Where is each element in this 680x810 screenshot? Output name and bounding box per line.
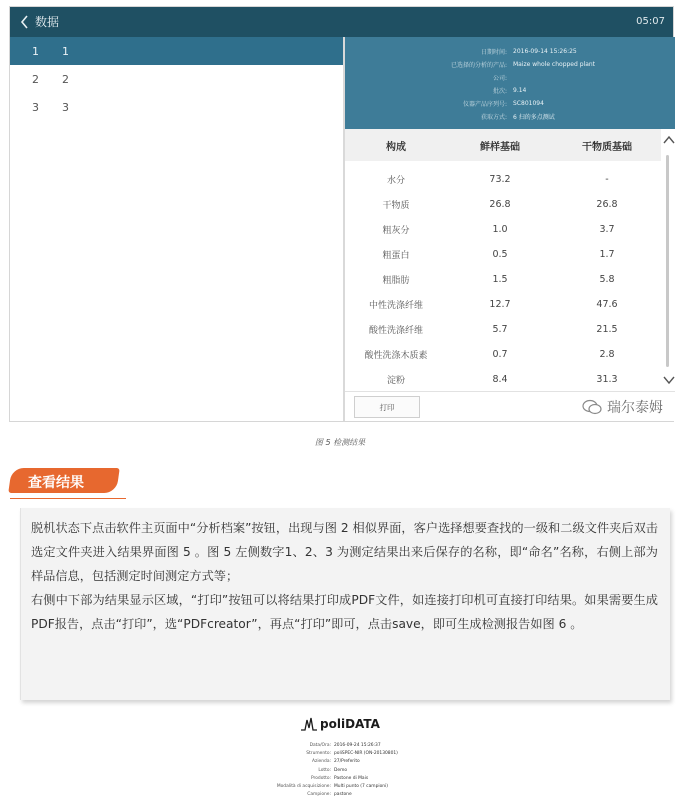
chevron-left-icon: [20, 15, 29, 29]
header-dry-basis: 干物质基础: [582, 141, 632, 153]
report-logo-text: poliDATA: [320, 717, 380, 731]
description-paragraph: 右侧中下部为结果显示区域，“打印”按钮可以将结果打印成PDF文件，如连接打印机可直接打印结果。如果需要生成PDF报告，点击“打印”，选“PDFcreator”，再点“打印”即可，点击save，即可生成检测报告如图 6 。: [31, 593, 658, 631]
info-value: 2016-09-14 15:26:25: [513, 47, 577, 55]
cell-dry: -: [605, 174, 609, 185]
table-row: [345, 267, 661, 292]
report-field: [256, 775, 436, 783]
chevron-down-icon[interactable]: [663, 375, 675, 385]
cell-component: 水分: [386, 176, 405, 186]
top-bar: [10, 7, 673, 37]
cell-component: 粗灰分: [382, 226, 410, 236]
info-value: 9.14: [513, 86, 527, 94]
cell-component: 酸性洗涤木质素: [364, 351, 428, 361]
list-item-number: 3: [32, 100, 39, 114]
report-logo: [0, 716, 680, 732]
description-box: [20, 508, 670, 700]
info-key: 公司:: [492, 74, 507, 82]
result-list: [10, 37, 343, 421]
cell-component: 干物质: [382, 201, 410, 211]
info-key: 已选择的分析的产品:: [450, 61, 507, 69]
info-row: [345, 71, 675, 83]
cell-fresh: 8.4: [492, 374, 508, 385]
report-field-value: Pastone di Mais: [334, 775, 369, 781]
cell-dry: 1.7: [599, 249, 615, 260]
list-item-name: 2: [62, 72, 69, 86]
report-field: [256, 767, 436, 775]
cell-component: 中性洗涤纤维: [368, 301, 423, 311]
report-field-key: Modalità di acquisizione:: [276, 784, 331, 790]
cell-dry: 2.8: [599, 349, 615, 360]
table-row: [345, 342, 661, 367]
report-field: [256, 758, 436, 766]
header-fresh-basis: 鲜样基础: [480, 141, 520, 153]
report-fields: [256, 742, 436, 799]
info-key: 日期时间:: [480, 48, 507, 56]
section-header: [10, 466, 126, 496]
back-label: 数据: [35, 15, 60, 29]
scroll-thumb[interactable]: [666, 155, 669, 367]
watermark: [581, 397, 663, 417]
list-item[interactable]: [10, 93, 343, 121]
table-row: [345, 242, 661, 267]
report-field-key: Prodotto:: [310, 775, 331, 781]
report-field-key: Campione:: [307, 792, 331, 798]
watermark-text: 瑞尔泰姆: [607, 400, 663, 416]
cell-dry: 47.6: [596, 299, 618, 310]
cell-fresh: 73.2: [489, 174, 511, 185]
cell-fresh: 12.7: [489, 299, 511, 310]
cell-fresh: 0.7: [492, 349, 508, 360]
info-value: SC801094: [513, 99, 544, 107]
table-scrollbar[interactable]: [661, 129, 675, 391]
report-field: [256, 791, 436, 799]
report-field: [256, 783, 436, 791]
info-value: Maize whole chopped plant: [513, 60, 596, 68]
wechat-icon: [581, 398, 603, 416]
report-field-key: Lotto:: [318, 767, 331, 773]
table-header: [345, 129, 661, 161]
table-row: [345, 367, 661, 392]
table-row: [345, 167, 661, 192]
report-field-key: Data/Ora:: [309, 743, 331, 748]
cell-component: 淀粉: [386, 376, 405, 386]
cell-dry: 3.7: [599, 224, 615, 235]
list-item-name: 1: [62, 44, 69, 58]
cell-dry: 5.8: [599, 274, 615, 285]
report-field-value: Multi punto (7 campioni): [334, 784, 388, 790]
cell-component: 粗蛋白: [382, 251, 410, 261]
info-value: 6 扫的多点测试: [513, 113, 555, 121]
info-row: [345, 84, 675, 96]
list-item-number: 1: [32, 44, 39, 58]
info-row: [345, 58, 675, 70]
figure-caption: 图 5 检测结果: [314, 438, 366, 447]
section-title: 查看结果: [28, 475, 84, 491]
chevron-up-icon[interactable]: [663, 135, 675, 145]
cell-dry: 31.3: [596, 374, 618, 385]
report-field-value: 2016-09-24 15:26:37: [334, 743, 381, 748]
cell-fresh: 0.5: [492, 249, 508, 260]
description-paragraph: 脱机状态下点击软件主页面中“分析档案”按钮，出现与图 2 相似界面，客户选择想要查找的一级和二级文件夹后双击选定文件夹进入结果界面图 5 。图 5 左侧数字1、2、3 为测定结果出来后保存的名称，即“命名”名称，右侧上部为样品信息，包括测定时间测定方式等；: [31, 521, 658, 583]
table-row: [345, 292, 661, 317]
cell-fresh: 5.7: [492, 324, 508, 335]
back-button[interactable]: [20, 13, 59, 30]
info-row: [345, 110, 675, 122]
report-field-value: poliSPEC-NIR (ON-20130801): [334, 751, 398, 757]
result-table: [345, 129, 675, 391]
report-field: [256, 742, 436, 750]
cell-fresh: 1.0: [492, 224, 508, 235]
print-button[interactable]: 打印: [354, 396, 420, 418]
cell-component: 酸性洗涤纤维: [368, 326, 423, 336]
bottom-bar: [345, 391, 675, 421]
info-key: 获取方式:: [480, 113, 507, 121]
cell-component: 粗脂肪: [382, 276, 410, 286]
cell-fresh: 1.5: [492, 274, 508, 285]
report-field-key: Azienda:: [312, 759, 331, 765]
section-underline: [10, 498, 126, 499]
info-row: [345, 97, 675, 109]
app-screenshot: [9, 6, 674, 422]
report-field-value: Demo: [334, 767, 348, 773]
list-item-number: 2: [32, 72, 39, 86]
report-field: [256, 750, 436, 758]
spectrum-logo-icon: [300, 716, 318, 732]
info-key: 仪器产品序列号:: [462, 100, 507, 108]
cell-dry: 21.5: [596, 324, 618, 335]
table-row: [345, 317, 661, 342]
clock: 05:07: [636, 16, 665, 27]
info-row: [345, 45, 675, 57]
sample-info-panel: [345, 37, 675, 129]
table-row: [345, 217, 661, 242]
report-field-key: Strumento:: [306, 751, 331, 757]
list-item-name: 3: [62, 100, 69, 114]
list-item[interactable]: [10, 65, 343, 93]
info-key: 批次:: [492, 87, 507, 95]
list-item[interactable]: [10, 37, 343, 65]
report-field-value: pastone: [334, 792, 352, 798]
cell-fresh: 26.8: [489, 199, 511, 210]
table-row: [345, 192, 661, 217]
report-field-value: 27/Preferito: [334, 759, 360, 765]
header-component: 构成: [386, 141, 406, 153]
cell-dry: 26.8: [596, 199, 618, 210]
